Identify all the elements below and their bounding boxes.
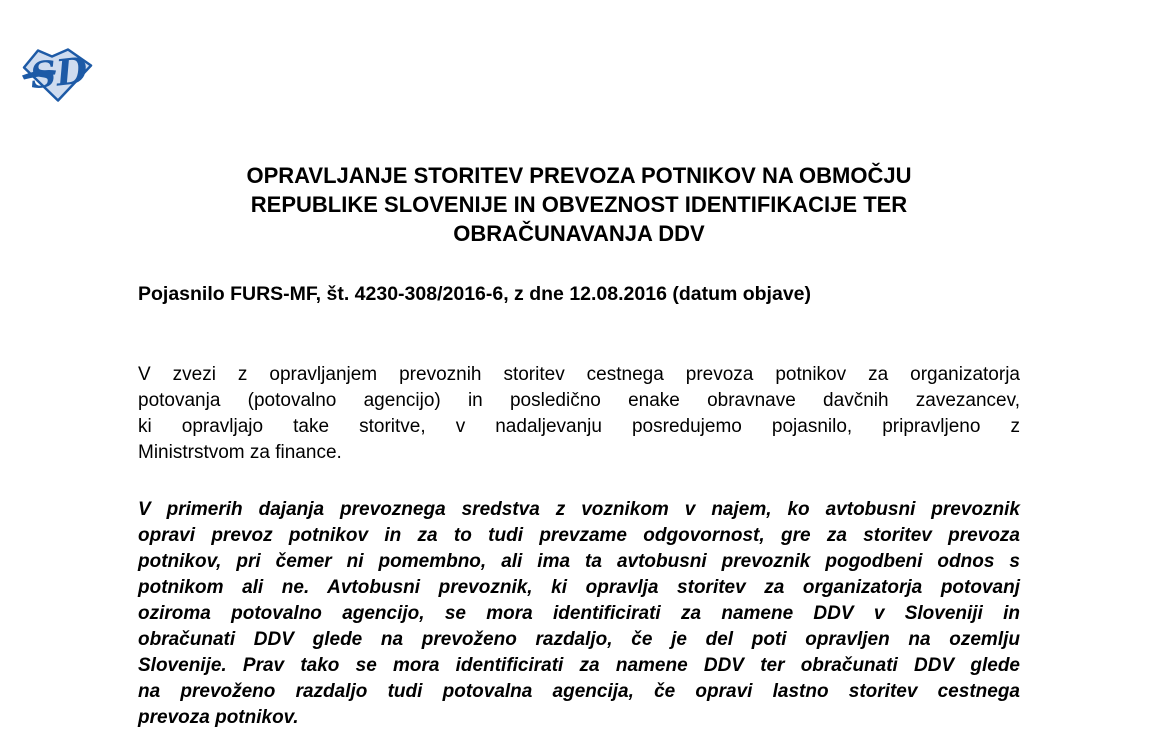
intro-paragraph-line: ki opravljajo take storitve, v nadaljevanju posredujemo pojasnilo, pripravljeno z [138,416,1020,437]
document-title [138,161,1020,248]
explanation-paragraph [138,497,1020,731]
explanation-paragraph-line: V primerih dajanja prevoznega sredstva z voznikom v najem, ko avtobusni prevoznik [138,499,1020,520]
explanation-paragraph-line: oziroma potovalno agencijo, se mora identificirati za namene DDV v Sloveniji in [138,603,1020,624]
title-line: OBRAČUNAVANJA DDV [453,221,705,246]
logo-letters: SD [28,49,90,98]
intro-paragraph-line: potovanja (potovalno agencijo) in posledično enake obravnave davčnih zavezancev, [138,390,1020,411]
sd-diamond-icon [22,45,94,103]
explanation-paragraph-line: prevoza potnikov. [138,707,299,728]
title-line: OPRAVLJANJE STORITEV PREVOZA POTNIKOV NA OBMOČJU [246,163,912,188]
explanation-paragraph-line: opravi prevoz potnikov in za to tudi prevzame odgovornost, gre za storitev prevoza [138,525,1020,546]
explanation-paragraph-line: na prevoženo razdaljo tudi potovalna agencija, če opravi lastno storitev cestnega [138,681,1020,702]
explanation-paragraph-line: potnikov, pri čemer ni pomembno, ali ima ta avtobusni prevoznik pogodbeni odnos s [138,551,1020,572]
sd-logo [22,45,94,103]
explanation-paragraph-line: obračunati DDV glede na prevoženo razdaljo, če je del poti opravljen na ozemlju [138,629,1020,650]
explanation-paragraph-line: potnikom ali ne. Avtobusni prevoznik, ki opravlja storitev za organizatorja potovanj [138,577,1020,598]
intro-paragraph-line: V zvezi z opravljanjem prevoznih storitev cestnega prevoza potnikov za organizatorja [138,364,1020,385]
title-line: REPUBLIKE SLOVENIJE IN OBVEZNOST IDENTIFIKACIJE TER [250,192,908,217]
reference-line: Pojasnilo FURS-MF, št. 4230-308/2016-6, z dne 12.08.2016 (datum objave) [138,283,812,305]
explanation-paragraph-line: Slovenije. Prav tako se mora identificirati za namene DDV ter obračunati DDV glede [138,655,1020,676]
intro-paragraph-line: Ministrstvom za finance. [138,442,342,463]
intro-paragraph [138,362,1020,466]
